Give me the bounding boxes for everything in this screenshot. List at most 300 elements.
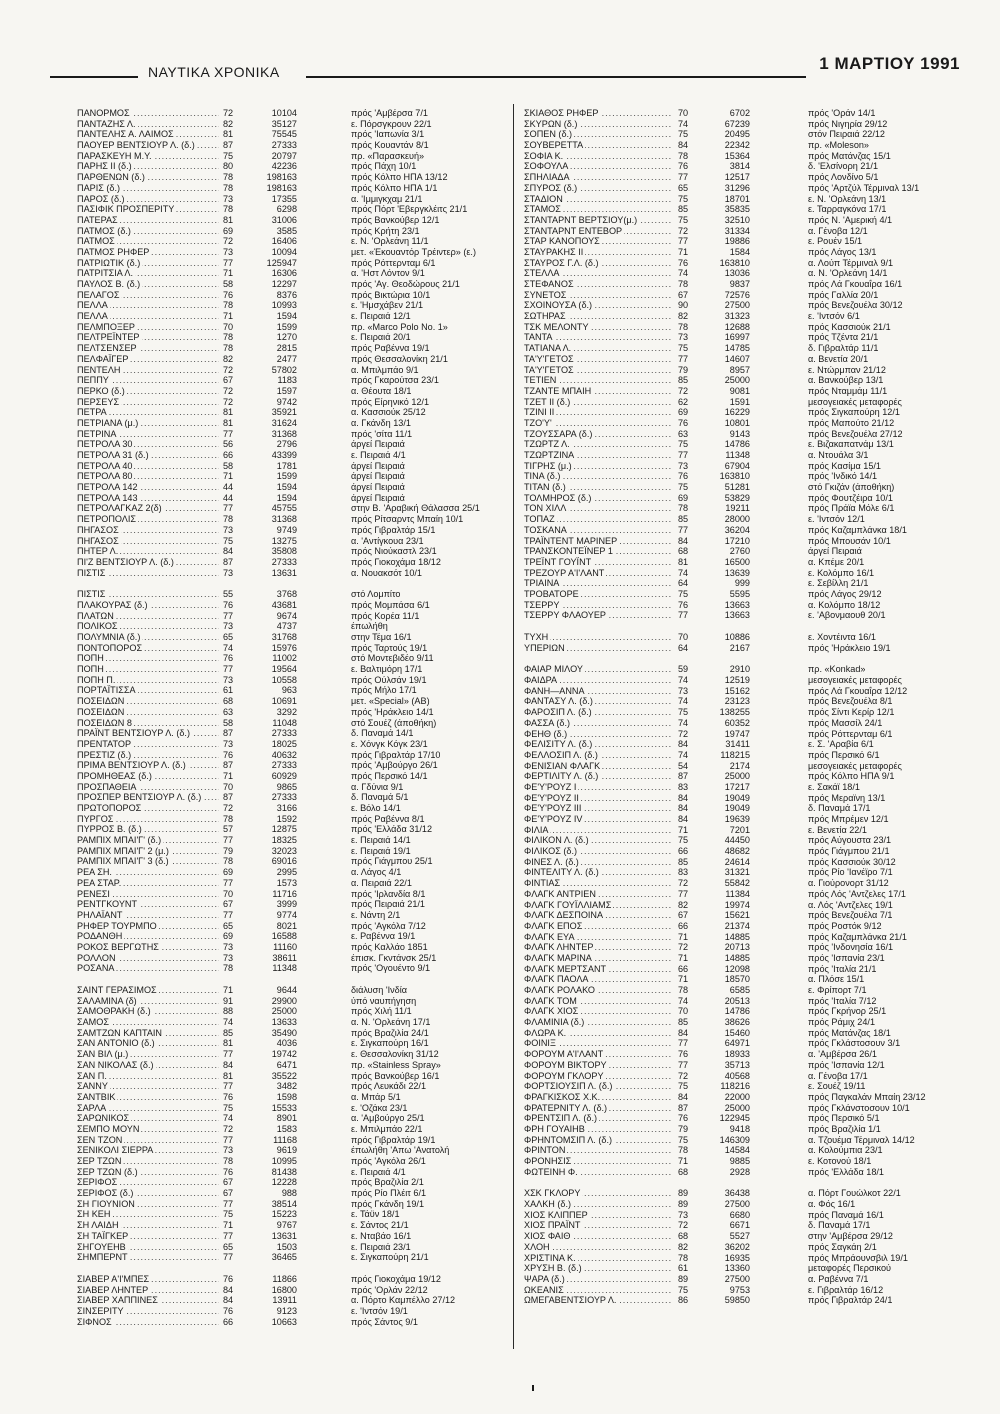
ship-row bbox=[524, 375, 960, 386]
ship-position: πρ. «Stainless Spray» bbox=[351, 1059, 441, 1070]
tonnage: 27500 bbox=[724, 1273, 750, 1284]
tonnage: 13036 bbox=[724, 268, 750, 279]
ship-name: ΤΟΝ ΧΙΛΛ bbox=[524, 503, 567, 514]
tonnage: 2928 bbox=[729, 1166, 750, 1177]
tonnage: 11866 bbox=[272, 1273, 297, 1284]
ship-name: ΠΟΛΥΜΝΙΑ (δ.) bbox=[77, 632, 141, 642]
build-year: 77 bbox=[678, 236, 689, 247]
ship-row bbox=[77, 386, 504, 397]
ship-row bbox=[524, 857, 960, 868]
ship-name-cell bbox=[77, 1006, 219, 1017]
ship-position: πρός 'Ορλάν 22/12 bbox=[351, 1284, 428, 1295]
ship-name: ΠΕΛΤΡΕΪΝΤΕΡ bbox=[77, 332, 140, 343]
ship-position: μετ. «Special» (ΑΒ) bbox=[351, 696, 430, 707]
ship-name-cell bbox=[524, 739, 672, 750]
ship-name: ΦΑΝΗ—ΑΝΝΑ bbox=[524, 685, 585, 696]
ship-name-cell bbox=[524, 1242, 672, 1253]
tonnage: 9742 bbox=[276, 396, 297, 407]
build-year: 87 bbox=[223, 556, 234, 567]
ship-name-cell bbox=[77, 931, 219, 942]
build-year: 76 bbox=[223, 1273, 234, 1284]
ship-row bbox=[524, 632, 960, 643]
ship-name: ΦΡΑΓΚΙΣΚΟΣ Χ.Κ. bbox=[524, 1091, 601, 1102]
ship-group bbox=[524, 632, 960, 653]
ship-name-cell bbox=[77, 161, 219, 172]
build-year: 70 bbox=[223, 781, 234, 792]
tonnage: 163810 bbox=[719, 471, 750, 482]
tonnage: 11048 bbox=[272, 717, 297, 728]
ship-row bbox=[524, 675, 960, 686]
ship-name: ΣΕΡΙΦΟΣ (δ.) bbox=[77, 1188, 134, 1199]
ship-row bbox=[77, 343, 504, 354]
ship-position: πρός Γιβραλτάρ 19/1 bbox=[351, 1134, 436, 1145]
tonnage: 36438 bbox=[724, 1188, 750, 1199]
ship-row bbox=[524, 578, 960, 589]
tonnage: 9885 bbox=[729, 1156, 750, 1166]
ship-position: ε. Τάϋν 18/1 bbox=[351, 1209, 400, 1220]
ship-position: πρός 'Αγκόλα 7/12 bbox=[351, 920, 426, 931]
ship-row bbox=[524, 761, 960, 772]
tonnage: 10691 bbox=[271, 696, 297, 707]
ship-row bbox=[524, 600, 960, 611]
ship-name: ΠΑΡΙΣ (δ.) bbox=[77, 182, 121, 193]
ship-name: ΧΡΥΣΗ Β. (δ.) bbox=[524, 1263, 582, 1274]
tonnage: 1598 bbox=[276, 1091, 297, 1102]
ship-name-cell bbox=[524, 953, 672, 964]
ship-name-cell bbox=[524, 1210, 672, 1221]
ship-name: ΠΟΛΙΚΟΣ bbox=[77, 621, 118, 632]
ship-name: ΤΣΕΡΡΥ bbox=[524, 599, 560, 610]
build-year: 83 bbox=[678, 781, 689, 792]
ship-position: πρός Γκάνδη 19/1 bbox=[351, 1198, 425, 1209]
tonnage: 19639 bbox=[724, 814, 750, 824]
build-year: 72 bbox=[223, 803, 234, 813]
ship-row bbox=[524, 889, 960, 900]
build-year: 61 bbox=[678, 1263, 689, 1274]
ship-position: πρός Σίντι Κερίρ 12/1 bbox=[808, 707, 895, 718]
ship-name: ΦΕΝΙΣΙΑΝ ΦΛΑΓΚ bbox=[524, 760, 601, 771]
ship-name: ΧΣΚ ΓΚΛΟΡΥ bbox=[524, 1188, 581, 1199]
build-year: 73 bbox=[223, 246, 234, 257]
tonnage: 22000 bbox=[724, 1091, 750, 1102]
ship-position: πρός Περσικό 5/1 bbox=[808, 1113, 880, 1124]
ship-position: ε. Μπιλμπάο 22/1 bbox=[351, 1123, 423, 1134]
ship-position: πρός Λά Γκουαΐρα 12/12 bbox=[808, 685, 908, 696]
ship-name-cell bbox=[77, 1113, 219, 1124]
ship-position: πρός Βανκούβερ 12/1 bbox=[351, 214, 440, 225]
ship-name: ΦΙΝΕΣ Λ. (δ.) bbox=[524, 856, 579, 867]
ship-name: ΡΑΜΠΙΧ ΜΠΑΙ'Γ' 2 (μ.) bbox=[77, 845, 169, 856]
tonnage: 10886 bbox=[724, 632, 750, 642]
build-year: 72 bbox=[223, 108, 234, 118]
tonnage: 25000 bbox=[724, 1102, 750, 1113]
ship-position: στό Λομπίτο bbox=[351, 589, 401, 600]
ship-row bbox=[524, 1220, 960, 1231]
ship-row bbox=[77, 611, 504, 622]
ship-name-cell bbox=[77, 1103, 219, 1114]
tonnage: 17217 bbox=[724, 781, 750, 792]
build-year: 76 bbox=[223, 1166, 234, 1177]
ship-row bbox=[524, 129, 960, 140]
ship-row bbox=[524, 771, 960, 782]
ship-row bbox=[77, 557, 504, 568]
ship-name: ΤΑ'Υ'ΓΕΤΟΣ bbox=[524, 364, 574, 375]
ship-position: ε. Πειραιά 12/1 bbox=[351, 311, 411, 322]
ship-row bbox=[77, 996, 504, 1007]
tonnage: 9418 bbox=[729, 1123, 750, 1134]
build-year: 84 bbox=[223, 1295, 234, 1306]
ship-name-cell bbox=[77, 1081, 219, 1092]
ship-position: α. Λός 'Αντζελες 19/1 bbox=[808, 899, 893, 910]
tonnage: 10801 bbox=[724, 417, 750, 428]
ship-name-cell bbox=[77, 365, 219, 376]
tonnage: 69016 bbox=[271, 856, 297, 867]
ship-name-cell bbox=[524, 1092, 672, 1103]
ship-name-cell bbox=[77, 1252, 219, 1263]
tonnage: 9767 bbox=[276, 1220, 297, 1231]
ship-position: πρός Ρίο Πλέιτ 6/1 bbox=[351, 1188, 427, 1199]
ship-row bbox=[77, 985, 504, 996]
tonnage: 18701 bbox=[724, 193, 750, 204]
tonnage: 12519 bbox=[724, 675, 750, 686]
ship-name: ΠΗΓΑΣΟΣ bbox=[77, 524, 119, 535]
ship-name: ΤΟΣΚΑΝΑ bbox=[524, 524, 567, 535]
ship-position: ε. Σιγκαπούρη 16/1 bbox=[351, 1038, 429, 1049]
ship-position: δ. Παναμά 14/1 bbox=[351, 728, 414, 739]
ship-name: ΣΕΜΠΟ ΜΟΥΝ bbox=[77, 1123, 140, 1134]
section-title: ΝΑΥΤΙΚΑ ΧΡΟΝΙΚΑ bbox=[148, 64, 280, 80]
tonnage: 27500 bbox=[724, 300, 750, 311]
ship-position: μεταφορές Περσικού bbox=[808, 1263, 891, 1274]
ship-position: πρός Κορέα 11/1 bbox=[351, 610, 420, 621]
ship-row bbox=[77, 1317, 504, 1328]
tonnage: 1599 bbox=[276, 321, 297, 332]
ship-group bbox=[524, 664, 960, 1177]
build-year: 78 bbox=[678, 985, 689, 995]
ship-position: α. Κπέμε 20/1 bbox=[808, 556, 865, 567]
ship-row bbox=[524, 750, 960, 761]
ship-name: ΠΟΠΗ Π. bbox=[77, 674, 116, 685]
ship-name: ΠΡΟΜΗΘΕΑΣ (δ.) bbox=[77, 770, 152, 781]
build-year: 82 bbox=[223, 118, 234, 129]
tonnage: 3166 bbox=[276, 803, 297, 813]
ship-position: α. Βενετία 20/1 bbox=[808, 353, 869, 364]
ship-name-cell bbox=[77, 1038, 219, 1049]
ship-name: ΦΛΑΜΙΝΙΑ (δ.) bbox=[524, 1017, 585, 1028]
ship-name-cell bbox=[524, 610, 672, 621]
tonnage: 198163 bbox=[266, 182, 297, 193]
ship-row bbox=[77, 750, 504, 761]
ship-name: ΠΕΛΜΠΟΞΕΡ bbox=[77, 321, 135, 332]
tonnage: 11348 bbox=[272, 963, 297, 974]
ship-row bbox=[77, 418, 504, 429]
ship-position: δ. Παναμά 17/1 bbox=[808, 1220, 871, 1231]
build-year: 77 bbox=[223, 664, 234, 675]
build-year: 84 bbox=[678, 1027, 689, 1038]
ship-position: α. Κασσιούκ 25/12 bbox=[351, 407, 426, 418]
ship-name-cell bbox=[524, 942, 672, 953]
ship-name-cell bbox=[524, 664, 672, 675]
ship-name: ΠΕΤΡΙΑΝΑ (μ.) bbox=[77, 417, 139, 428]
build-year: 84 bbox=[678, 814, 689, 824]
ship-row bbox=[524, 739, 960, 750]
ship-name: ΣΗΓΟΥΕΗΒ bbox=[77, 1241, 126, 1252]
ship-position: ε. 'Ιντσόν 19/1 bbox=[351, 1305, 408, 1316]
ship-position: πρός 'Αμβέρσα 7/1 bbox=[351, 108, 428, 118]
ship-position: πρός Σάντος 9/1 bbox=[351, 1316, 418, 1327]
ship-name: ΦΩΤΕΙΝΗ Φ. bbox=[524, 1166, 578, 1177]
ship-row bbox=[77, 707, 504, 718]
ship-row bbox=[524, 1081, 960, 1092]
build-year: 69 bbox=[223, 931, 234, 942]
ship-position: ε. 'Ιντσόν 12/1 bbox=[808, 514, 865, 525]
ship-position: α. Ν. 'Ορλεάνη 17/1 bbox=[351, 1017, 431, 1028]
build-year: 71 bbox=[223, 268, 234, 279]
ship-name: ΠΕΤΡΟΛΑ 30 bbox=[77, 439, 133, 450]
ship-name: ΤΡΟΒΑΤΟΡΕ bbox=[524, 588, 579, 599]
tonnage: 9619 bbox=[276, 1145, 297, 1156]
ship-position: α. Λάγος 4/1 bbox=[351, 867, 402, 878]
ship-row bbox=[524, 482, 960, 493]
ship-name: ΨΑΡΑ (δ.) bbox=[524, 1273, 565, 1284]
ship-row bbox=[77, 1028, 504, 1039]
build-year: 76 bbox=[678, 471, 689, 482]
ship-row bbox=[77, 311, 504, 322]
ship-name-cell bbox=[77, 953, 219, 964]
ship-position: δ. Παναμά 5/1 bbox=[351, 792, 409, 803]
ship-position: ε. Βιζακαπατνάμ 13/1 bbox=[808, 439, 894, 450]
ship-name: ΠΕΤΡΟΠΟΛΙΣ bbox=[77, 514, 137, 525]
tonnage: 988 bbox=[281, 1188, 297, 1199]
ship-row bbox=[77, 268, 504, 279]
ship-position: έπισκ. Γκντάνσκ 25/1 bbox=[351, 952, 437, 963]
build-year: 78 bbox=[223, 514, 234, 525]
ship-row bbox=[524, 1199, 960, 1210]
ship-name-cell bbox=[77, 332, 219, 343]
ship-name: ΦΛΩΡΑ Κ. bbox=[524, 1027, 567, 1038]
tonnage: 6680 bbox=[729, 1209, 750, 1220]
ship-position: πρός Σαγκάη 2/1 bbox=[808, 1241, 877, 1252]
tonnage: 31321 bbox=[724, 867, 750, 878]
ship-name: ΡΟΣΑΝΑ bbox=[77, 963, 115, 974]
ship-position: ύπό ναυπήγηση bbox=[351, 995, 417, 1006]
build-year: 65 bbox=[223, 632, 234, 642]
ship-name-cell bbox=[524, 375, 672, 386]
build-year: 77 bbox=[678, 450, 689, 460]
tonnage: 10993 bbox=[271, 300, 297, 311]
tonnage: 60352 bbox=[724, 717, 750, 728]
ship-name-cell bbox=[524, 482, 672, 493]
tonnage: 9143 bbox=[729, 428, 750, 439]
ship-position: πρός Βραζιλία 2/1 bbox=[351, 1177, 424, 1188]
ship-position: στό Γκιζάν (άποθήκη) bbox=[808, 482, 895, 493]
build-year: 54 bbox=[678, 760, 689, 771]
build-year: 85 bbox=[678, 856, 689, 867]
build-year: 74 bbox=[678, 675, 689, 686]
build-year: 76 bbox=[223, 289, 234, 300]
build-year: 76 bbox=[223, 749, 234, 760]
ship-row bbox=[524, 514, 960, 525]
ship-name-cell bbox=[77, 557, 219, 568]
ship-position: ε. Κολόμπο 16/1 bbox=[808, 567, 875, 578]
ship-name-cell bbox=[524, 332, 672, 343]
ship-row bbox=[524, 1135, 960, 1146]
ship-name: ΡΗΛΑΪΑΝΤ bbox=[77, 909, 123, 920]
build-year: 78 bbox=[678, 1252, 689, 1263]
ship-name-cell bbox=[77, 397, 219, 408]
ship-position: πρός Ρόττερνταμ 6/1 bbox=[351, 257, 436, 268]
ship-name-cell bbox=[524, 1103, 672, 1114]
ship-name: ΣΚΙΑΘΟΣ ΡΗΦΕΡ bbox=[524, 108, 599, 118]
ship-name-cell bbox=[77, 568, 219, 579]
build-year: 76 bbox=[678, 257, 689, 268]
ship-position: πρός Κόλπο ΗΠΑ 1/1 bbox=[351, 182, 438, 193]
tonnage: 14607 bbox=[724, 353, 750, 364]
ship-row bbox=[524, 900, 960, 911]
ship-name-cell bbox=[524, 407, 672, 418]
tonnage: 15364 bbox=[724, 150, 750, 161]
ship-name-cell bbox=[77, 525, 219, 536]
build-year: 71 bbox=[223, 311, 234, 322]
ship-position: α. Γιούρονορτ 31/12 bbox=[808, 878, 889, 889]
ship-list-column-left bbox=[77, 108, 504, 1338]
ship-position: ε. 'Αβονμαουθ 20/1 bbox=[808, 610, 886, 621]
ship-name-cell bbox=[524, 1145, 672, 1156]
build-year: 68 bbox=[678, 1231, 689, 1242]
ship-name-cell bbox=[524, 878, 672, 889]
ship-row bbox=[77, 450, 504, 461]
ship-name: ΠΡΕΝΤΑΤΟΡ bbox=[77, 738, 132, 749]
ship-name-cell bbox=[524, 226, 672, 237]
ship-name-cell bbox=[524, 974, 672, 985]
ship-row bbox=[524, 471, 960, 482]
ship-name: ΦΡΗΝΤΟΜΣΙΠ Λ. (δ.) bbox=[524, 1134, 613, 1145]
build-year: 83 bbox=[678, 867, 689, 878]
ship-name: ΧΙΟΣ ΚΛΙΠΠΕΡ bbox=[524, 1209, 588, 1220]
build-year: 84 bbox=[678, 792, 689, 803]
ship-name: ΠΑΣΙΦΙΚ ΠΡΟΣΠΕΡΙΤΥ bbox=[77, 204, 175, 215]
ship-name-cell bbox=[77, 1028, 219, 1039]
build-year: 75 bbox=[678, 129, 689, 140]
ship-position: α. Λούπ Τέρμιναλ 9/1 bbox=[808, 257, 894, 268]
ship-row bbox=[524, 151, 960, 162]
ship-row bbox=[77, 108, 504, 119]
ship-row bbox=[77, 236, 504, 247]
ship-row bbox=[77, 525, 504, 536]
ship-name: ΠΗΤΕΡ Λ. bbox=[77, 546, 119, 557]
build-year: 75 bbox=[678, 482, 689, 493]
ship-name-cell bbox=[524, 1081, 672, 1092]
ship-position: ε. Κοτονού 18/1 bbox=[808, 1156, 872, 1166]
tonnage: 27333 bbox=[271, 760, 297, 771]
build-year: 76 bbox=[678, 1113, 689, 1124]
tonnage: 35835 bbox=[724, 204, 750, 215]
ship-name-cell bbox=[524, 910, 672, 921]
build-year: 74 bbox=[678, 749, 689, 760]
ship-row bbox=[77, 835, 504, 846]
ship-position: ε. Φρίπορτ 7/1 bbox=[808, 985, 867, 995]
tonnage: 13360 bbox=[724, 1263, 750, 1274]
ship-name-cell bbox=[77, 739, 219, 750]
ship-position: ε. Πειραιά 20/1 bbox=[351, 332, 411, 343]
tonnage: 19974 bbox=[724, 899, 750, 910]
tonnage: 2910 bbox=[729, 664, 750, 675]
build-year: 67 bbox=[678, 289, 689, 300]
ship-name-cell bbox=[524, 172, 672, 183]
ship-name-cell bbox=[524, 782, 672, 793]
ship-position: πρός 'Ελλάδα 18/1 bbox=[808, 1166, 884, 1177]
ship-row bbox=[524, 1113, 960, 1124]
ship-position: πρός Λονδίνο 5/1 bbox=[808, 172, 879, 183]
ship-name-cell bbox=[77, 1167, 219, 1178]
ship-position: α. 'Αμβούργο 25/1 bbox=[351, 1113, 425, 1124]
ship-position: πρός Κρήτη 23/1 bbox=[351, 225, 420, 236]
ship-position: πρός Κασσιούκ 21/1 bbox=[808, 321, 891, 332]
ship-name-cell bbox=[524, 183, 672, 194]
build-year: 87 bbox=[678, 1102, 689, 1113]
tonnage: 12228 bbox=[271, 1177, 297, 1188]
tonnage: 38611 bbox=[272, 952, 297, 963]
ship-position: α. Κολόμπο 18/12 bbox=[808, 599, 881, 610]
build-year: 71 bbox=[678, 974, 689, 985]
tonnage: 25000 bbox=[724, 771, 750, 782]
ship-name: ΣΗ ΤΑΪΓΚΕΡ bbox=[77, 1230, 129, 1241]
tonnage: 13911 bbox=[272, 1295, 297, 1306]
tonnage: 8901 bbox=[276, 1113, 297, 1124]
build-year: 84 bbox=[678, 140, 689, 151]
ship-position: πρός Βενεζουέλα 8/1 bbox=[808, 696, 893, 707]
ship-row bbox=[77, 675, 504, 686]
tonnage: 13631 bbox=[271, 1230, 297, 1241]
ship-name-cell bbox=[77, 589, 219, 600]
ship-name: ΠΡΑΪΝΤ ΒΕΝΤΣΙΟΥΡ Λ. (δ.) bbox=[77, 728, 190, 739]
build-year: 73 bbox=[223, 524, 234, 535]
ship-name: ΤΖΟ'Υ' bbox=[524, 417, 552, 428]
tonnage: 1583 bbox=[276, 1123, 297, 1134]
ship-name: ΤΙΝΑ (δ.) bbox=[524, 471, 561, 482]
build-year: 91 bbox=[223, 995, 234, 1006]
ship-name: ΠΕΛΛΑ bbox=[77, 300, 108, 311]
ship-name: ΦΛΑΓΚ ΔΕΣΠΟΙΝΑ bbox=[524, 910, 604, 921]
tonnage: 31006 bbox=[271, 214, 297, 225]
ship-row bbox=[524, 439, 960, 450]
ship-name: ΡΗΦΕΡ ΤΟΥΡΜΠΟ bbox=[77, 920, 157, 931]
ship-name: ΣΤΑΥΡΑΚΗΣ ΙΙ bbox=[524, 246, 584, 257]
build-year: 71 bbox=[678, 1156, 689, 1166]
build-year: 73 bbox=[678, 460, 689, 471]
build-year: 72 bbox=[678, 385, 689, 396]
ship-name: ΦΙΛΙΑ bbox=[524, 824, 549, 835]
tonnage: 2796 bbox=[276, 439, 297, 450]
ship-name: ΠΡΟΣΠΕΡ ΒΕΝΤΣΙΟΥΡ Λ. (δ.) bbox=[77, 792, 202, 803]
build-year: 75 bbox=[223, 1209, 234, 1220]
ship-position: πρός Κόλπο ΗΠΑ 13/12 bbox=[351, 172, 448, 183]
ship-position: πρός Βενεζουέλα 7/1 bbox=[808, 910, 893, 921]
ship-position: άργεί Πειραιά bbox=[808, 546, 862, 557]
build-year: 78 bbox=[223, 343, 234, 354]
ship-row bbox=[77, 824, 504, 835]
build-year: 66 bbox=[223, 450, 234, 460]
ship-name: ΦΙΝΤΙΑΣ bbox=[524, 878, 561, 889]
ship-position: ε. Πειραιά 14/1 bbox=[351, 835, 411, 846]
ship-row bbox=[524, 236, 960, 247]
ship-name: ΠΟΡΤΑΪΤΙΣΣΑ bbox=[77, 685, 136, 696]
build-year: 82 bbox=[678, 899, 689, 910]
ship-name-cell bbox=[524, 119, 672, 130]
tonnage: 35490 bbox=[271, 1027, 297, 1038]
ship-row bbox=[77, 439, 504, 450]
ship-position: άργεί Πειραιά bbox=[351, 471, 405, 482]
